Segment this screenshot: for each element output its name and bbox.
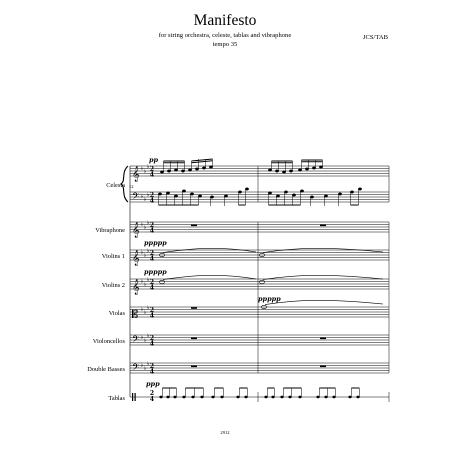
svg-text:♭: ♭ (146, 163, 150, 171)
instrument-label-violins-2: Violins 2 (101, 282, 125, 289)
svg-text:♭: ♭ (146, 332, 150, 340)
svg-text:♭: ♭ (143, 309, 147, 316)
svg-text:♭: ♭ (143, 337, 147, 344)
instrument-label-violins-1: Violins 1 (101, 253, 125, 260)
svg-text:4: 4 (149, 312, 155, 320)
svg-text:4: 4 (149, 368, 155, 376)
time-signatures (150, 166, 154, 403)
svg-text:♭: ♭ (146, 276, 150, 284)
svg-text:♭: ♭ (140, 334, 144, 341)
svg-text:4: 4 (149, 197, 155, 205)
dynamic-violins-1: ppppp (144, 239, 167, 247)
treble-clef-icon: 𝄞 (132, 251, 140, 266)
svg-text:♭: ♭ (140, 249, 144, 256)
treble-clef-icon: 𝄞 (132, 223, 140, 238)
dynamic-tablas: ppp (146, 380, 160, 388)
clefs (132, 167, 140, 401)
dynamic-celesta: pp (149, 156, 159, 164)
svg-text:♭: ♭ (143, 365, 147, 372)
score-subtitle: for string orchestra, celeste, tablas and vibraphone (158, 32, 292, 39)
svg-text:2: 2 (149, 363, 155, 370)
dynamic-markings (144, 156, 281, 388)
svg-text:2: 2 (149, 335, 155, 342)
svg-text:♭: ♭ (143, 168, 147, 175)
svg-text:4: 4 (149, 396, 155, 403)
svg-text:2: 2 (149, 166, 155, 173)
tempo-marking: tempo 35 (212, 41, 238, 48)
instrument-label-violas: Violas (108, 310, 125, 317)
svg-text:2: 2 (149, 279, 155, 286)
svg-text:2: 2 (149, 222, 155, 229)
tablas-notes (160, 388, 360, 398)
svg-text:♭: ♭ (143, 252, 147, 259)
svg-text:♭: ♭ (140, 306, 144, 313)
composer-credit: JCS/TAB (362, 34, 388, 41)
svg-text:♭: ♭ (146, 304, 150, 312)
instrument-label-double-basses: Double Basses (87, 366, 125, 373)
svg-text:♭: ♭ (143, 224, 147, 231)
bass-clef-icon: 𝄢 (132, 334, 140, 347)
instrument-label-violoncellos: Violoncellos (92, 338, 125, 345)
score-title: Manifesto (193, 12, 257, 29)
violas-notes (191, 300, 383, 308)
svg-text:4: 4 (149, 284, 155, 292)
svg-text:4: 4 (149, 340, 155, 348)
instrument-label-vibraphone: Vibraphone (95, 227, 125, 234)
svg-text:♭: ♭ (146, 191, 150, 199)
svg-text:♭: ♭ (143, 196, 147, 203)
svg-text:♭: ♭ (140, 193, 144, 200)
bass-clef-icon: 𝄢 (132, 191, 140, 204)
svg-text:2: 2 (149, 307, 155, 314)
dynamic-violas: ppppp (258, 295, 281, 303)
alto-clef-icon: 𝄡 (132, 308, 139, 321)
measure-number: 12 (129, 184, 134, 189)
instrument-label-tablas: Tablas (108, 395, 125, 402)
svg-text:♭: ♭ (140, 362, 144, 369)
svg-text:2: 2 (149, 250, 155, 257)
svg-text:♭: ♭ (140, 278, 144, 285)
treble-clef-icon: 𝄞 (132, 280, 140, 295)
bass-clef-icon: 𝄢 (132, 362, 140, 375)
treble-clef-icon: 𝄞 (132, 167, 140, 182)
svg-text:2: 2 (149, 390, 155, 397)
svg-text:♭: ♭ (146, 247, 150, 255)
celesta-brace (121, 166, 128, 202)
svg-text:4: 4 (149, 227, 155, 235)
low-strings-rests (191, 338, 326, 368)
svg-text:4: 4 (149, 255, 155, 263)
svg-text:2: 2 (149, 192, 155, 199)
svg-text:4: 4 (149, 171, 155, 179)
page-number: 2912 (220, 430, 230, 435)
svg-text:♭: ♭ (140, 165, 144, 172)
dynamic-violins-2: ppppp (144, 268, 167, 276)
instrument-label-celesta: Celesta (106, 182, 125, 189)
svg-text:♭: ♭ (146, 219, 150, 227)
svg-text:♭: ♭ (143, 281, 147, 288)
svg-text:♭: ♭ (140, 221, 144, 228)
percussion-clef-icon (132, 393, 133, 401)
svg-text:♭: ♭ (146, 360, 150, 368)
violins-2-notes (159, 275, 383, 283)
